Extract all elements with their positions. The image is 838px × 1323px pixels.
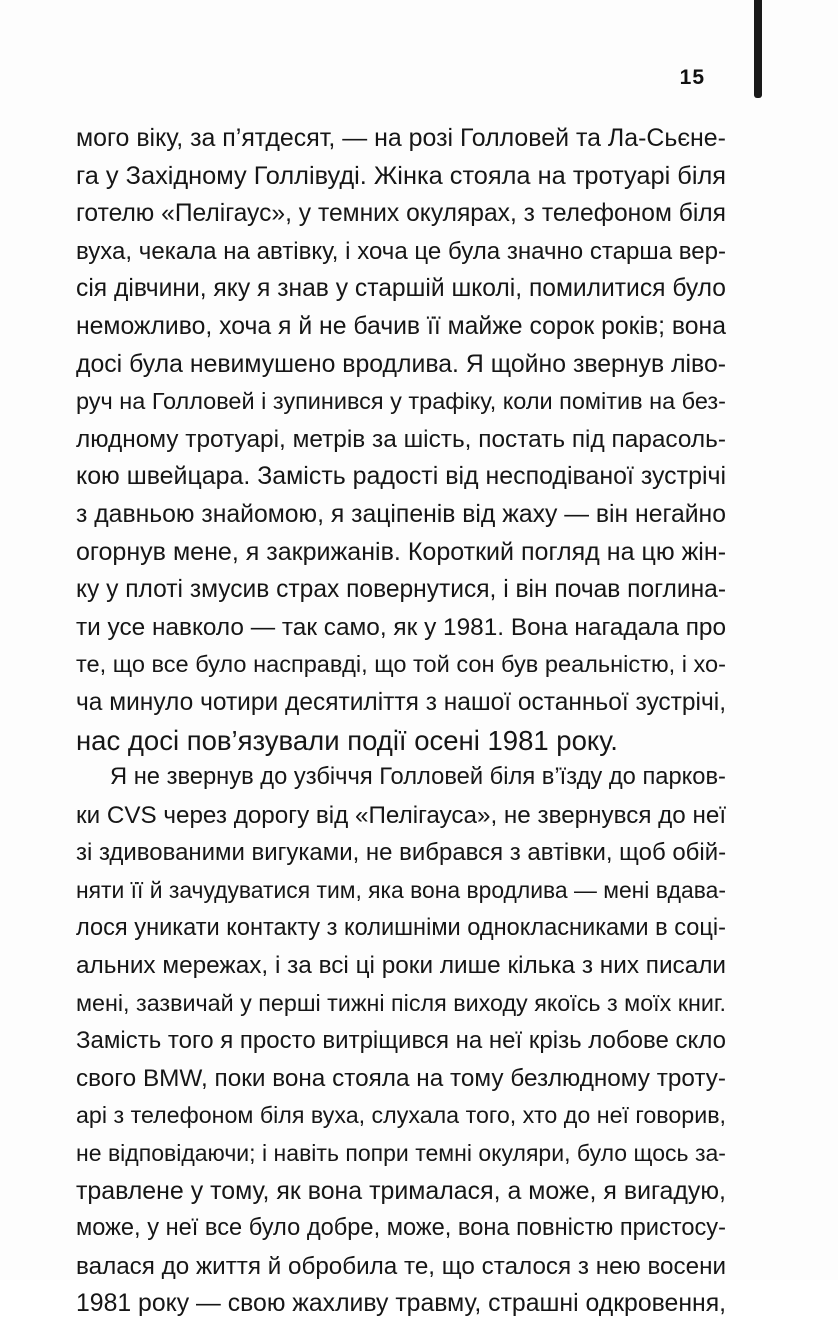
- page-edge-shadow: [754, 0, 762, 98]
- text-line: ки CVS через дорогу від «Пелігауса», не звернувся до неї: [76, 801, 727, 829]
- paragraph-2: [76, 759, 726, 1323]
- body-text: [76, 120, 726, 1323]
- text-line: Я не звернув до узбіччя Голловей біля в’їзду до парков-: [110, 764, 726, 791]
- text-line: те, що все було насправді, що той сон був реальністю, і хо-: [76, 651, 726, 678]
- text-line: ти усе навколо — так само, як у 1981. Вона нагадала про: [76, 613, 727, 641]
- text-line: 1981 року — свою жахливу травму, страшні одкровення,: [76, 1290, 727, 1318]
- text-line: вуха, чекала на автівку, і хоча це була значно старша вер-: [76, 237, 727, 265]
- text-line: арі з телефоном біля вуха, слухала того, хто до неї говорив,: [76, 1102, 727, 1129]
- text-line: лося уникати контакту з колишніми однокласниками в соці-: [76, 914, 727, 941]
- text-line: огорнув мене, я закрижанів. Короткий погляд на цю жін-: [76, 537, 727, 566]
- text-line: га у Західному Голлівуді. Жінка стояла на тротуарі біля: [76, 161, 726, 190]
- text-line: з давньою знайомою, я заціпенів від жаху — він негайно: [76, 500, 726, 528]
- text-line: нас досі пов’язували події осені 1981 року.: [76, 724, 618, 756]
- paragraph-1: [76, 120, 726, 759]
- text-line: мого віку, за п’ятдесят, — на розі Голловей та Ла-Сьєне-: [76, 124, 726, 152]
- text-line: досі була невимушено вродлива. Я щойно звернув ліво-: [76, 350, 727, 378]
- text-line: не відповідаючи; і навіть попри темні окуляри, було щось за-: [76, 1140, 726, 1167]
- text-line: травлене у тому, як вона трималася, а може, я вигадую,: [76, 1176, 726, 1205]
- text-line: зі здивованими вигуками, не вибрався з автівки, щоб обій-: [76, 839, 727, 867]
- page-number: 15: [679, 66, 705, 89]
- text-line: Замість того я просто витріщився на неї крізь лобове скло: [76, 1027, 726, 1055]
- text-line: руч на Голловей і зупинився у трафіку, коли помітив на без-: [76, 388, 726, 415]
- text-line: готелю «Пелігаус», у темних окулярах, з телефоном біля: [76, 200, 726, 228]
- text-line: людному тротуарі, метрів за шість, постать під парасоль-: [76, 425, 726, 453]
- text-line: мені, зазвичай у перші тижні після виходу якоїсь з моїх книг.: [76, 989, 727, 1016]
- text-line: сія дівчини, яку я знав у старшій школі, помилитися було: [76, 275, 727, 303]
- text-line: ку у плоті змусив страх повернутися, і він почав поглина-: [76, 576, 727, 604]
- text-line: ча минуло чотири десятиліття з нашої останньої зустрічі,: [76, 688, 727, 716]
- text-line: кою швейцара. Замість радості від несподіваної зустрічі: [76, 462, 727, 491]
- text-line: няти її й зачудуватися тим, яка вона вродлива — мені вдава-: [76, 876, 726, 903]
- text-line: свого BMW, поки вона стояла на тому безлюдному троту-: [76, 1064, 726, 1092]
- text-line: може, у неї все було добре, може, вона повністю пристосу-: [76, 1215, 726, 1242]
- text-line: неможливо, хоча я й не бачив її майже сорок років; вона: [76, 312, 726, 340]
- text-line: альних мережах, і за всі ці роки лише кілька з них писали: [76, 952, 727, 980]
- text-line: валася до життя й обробила те, що сталося з нею восени: [76, 1252, 727, 1280]
